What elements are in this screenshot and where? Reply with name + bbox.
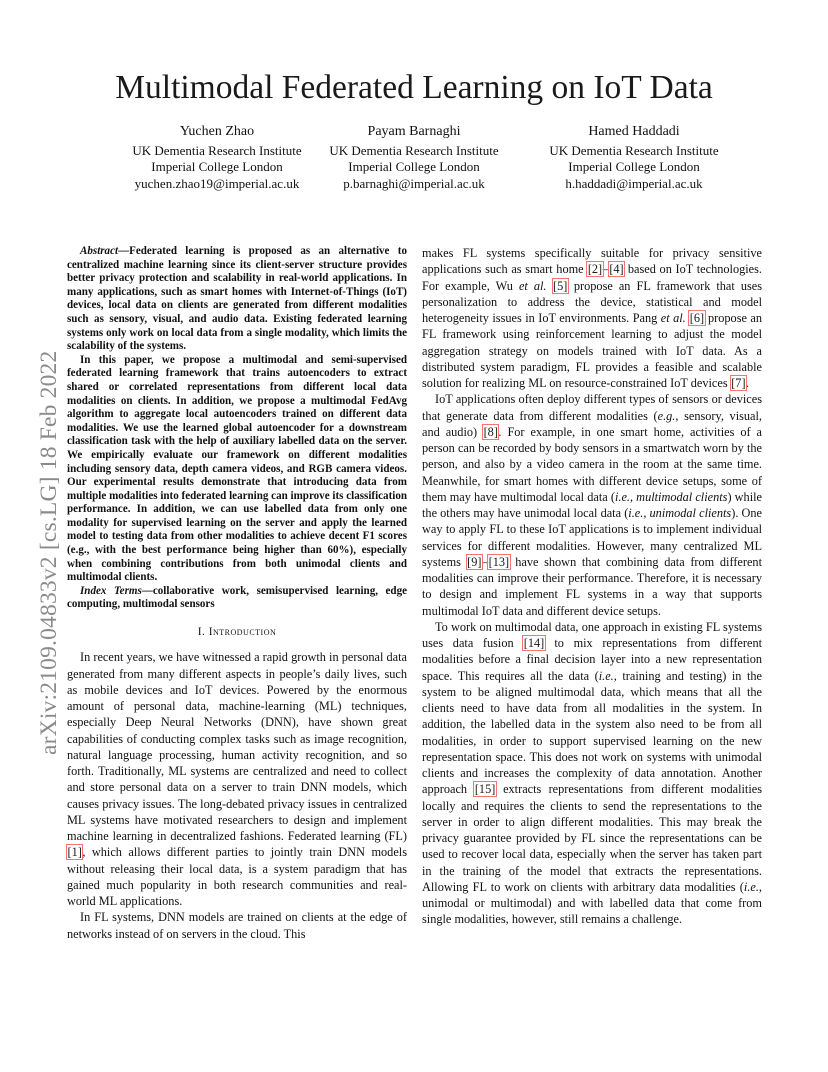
abstract-label: Abstract — [80, 245, 119, 257]
author-email: p.barnaghi@imperial.ac.uk — [343, 175, 485, 191]
abstract-paragraph-1: —Federated learning is proposed as an alternative to centralized machine learning since its client-server structure provides better privacy protection and scalability in real-world applications. In many applications, such as smart homes with Internet-of-Things (IoT) devices, local data on clients are generated from different modalities such as sensory, visual, and audio data. Existing federated learning systems only work on local data from a single modality, which limits the scalability of the systems. — [67, 245, 407, 353]
right-paragraph-3: To work on multimodal data, one approach in existing FL systems uses data fusion [14] to mix representations from different modalities before a final decision layer into a new representation space. This requires all the data (i.e., training and testing) in the system to be aligned multimodal data, which means that all the clients need to have data from all modalities in the system. In addition, the labelled data in the system also need to be from all modalities, in order to support supervised learning on the new representation space. This does not work on systems with unimodal clients and increases the complexity of data annotation. Another approach [15] extracts representations from different modalities locally and requires the clients to send the representations to the server in order to align different modalities. This may break the privacy guarantee provided by FL since the representations can be used to recover local data, especially when the server has taken part in the training of the model that extracts the representations. Allowing FL to work on clients with arbitrary data modalities (i.e., unimodal or multimodal) and with labelled data that come from single modalities, however, still remains a challenge. — [422, 619, 763, 927]
section-heading-introduction: I. Introduction — [197, 626, 277, 639]
abstract-paragraph-2: In this paper, we propose a multimodal and semi-supervised federated learning framework that trains autoencoders to extract shared or correlated representations from different local data modalities on clients. In addition, we propose a multimodal FedAvg algorithm to aggregate local autoencoders trained on different data modalities. We use the learned global autoencoder for a downstream classification task with the help of auxiliary labelled data on the server. We empirically evaluate our framework on different modalities including sensory data, depth camera videos, and RGB camera videos. Our experimental results demonstrate that introducing data from multiple modalities into federated learning can improve its classification performance. In addition, we can use labelled data from only one modality for supervised learning on the server and apply the learned model to testing data from other modalities to achieve decent F1 scores (e.g., with the best performance being higher than 60%), especially when combining contributions from both unimodal clients and multimodal clients. — [67, 353, 407, 584]
author-block-1 — [102, 124, 332, 192]
citation-link[interactable]: [14] — [523, 636, 545, 650]
citation-link[interactable]: [8] — [483, 424, 498, 439]
arxiv-identifier-stamp: arXiv:2109.04833v2 [cs.LG] 18 Feb 2022 — [36, 350, 62, 755]
author-affiliation: UK Dementia Research Institute — [329, 142, 499, 158]
citation-link[interactable]: [9] — [467, 554, 482, 569]
author-affiliation: UK Dementia Research Institute — [549, 142, 719, 158]
author-email: yuchen.zhao19@imperial.ac.uk — [134, 175, 300, 191]
citation-link[interactable]: [7] — [731, 376, 746, 390]
citation-link[interactable]: [4] — [609, 262, 624, 277]
index-terms: —collaborative work, semisupervised learning, edge computing, multimodal sensors — [67, 584, 407, 611]
author-affiliation: UK Dementia Research Institute — [132, 142, 302, 158]
index-terms-label: Index Terms — [80, 584, 142, 597]
right-paragraph-2: IoT applications often deploy different types of sensors or devices that generate data from different modalities (e.g., sensory, visual, and audio) [8]. For example, in one smart home, activities of a person can be recorded by body sensors in a smartwatch worn by the person, and also by a video camera in the room at the same time. Meanwhile, for smart homes with different device setups, some of them may have multimodal local data (i.e., multimodal clients) while the others may have unimodal local data (i.e., unimodal clients). One way to apply FL to these IoT applications is to implement individual services for different modalities. However, many centralized ML systems [9]–[13] have shown that combining data from different modalities can improve their performance. Therefore, it is necessary to design and implement FL systems in a way that supports multimodal IoT data and different device setups. — [422, 392, 763, 618]
citation-link[interactable]: [2] — [587, 262, 603, 277]
author-institution: Imperial College London — [348, 159, 480, 175]
intro-paragraph-1: In recent years, we have witnessed a rapid growth in personal data generated from many different aspects in people’s daily lives, such as mobile devices and IoT devices. Powered by the enormous amount of personal data, machine-learning (ML) techniques, especially Deep Neural Networks (DNN), have shown great capabilities of conducting complex tasks such as image recognition, natural language processing, human activity recognition, and so forth. Traditionally, ML systems are centralized and need to collect and store personal data on a server to train DNN models, which causes privacy issues. The long-debated privacy issues in centralized ML systems have motivated researchers to design and implement machine learning in decentralized fashions. Federated learning (FL) [1], which allows different parties to jointly train DNN models without releasing their local data, is a system paradigm that has gained much popularity in both research communities and real-world ML applications. — [67, 650, 407, 909]
right-column — [422, 245, 762, 928]
right-paragraph-1: makes FL systems specifically suitable for privacy sensitive applications such as smart home [2]–[4] based on IoT technologies. For example, Wu et al. [5] propose an FL framework that uses personalization to address the device, statistical and model heterogeneity issues in IoT environments. Pang et al. [6] propose an FL framework using reinforcement learning to adjust the model aggregation strategy on models trained with IoT data. As a distributed system paradigm, FL provides a feasible and scalable solution for realizing ML on resource-constrained IoT devices [7]. — [422, 246, 763, 390]
author-institution: Imperial College London — [151, 159, 283, 175]
author-block-2 — [299, 124, 529, 192]
citation-link[interactable]: [1] — [67, 845, 82, 860]
intro-paragraph-2: In FL systems, DNN models are trained on clients at the edge of networks instead of on servers in the cloud. This — [67, 910, 407, 941]
author-institution: Imperial College London — [568, 159, 700, 175]
citation-link[interactable]: [6] — [689, 311, 705, 325]
citation-link[interactable]: [5] — [553, 278, 568, 293]
author-name: Yuchen Zhao — [179, 124, 255, 139]
author-name: Hamed Haddadi — [588, 124, 680, 139]
abstract — [67, 245, 407, 612]
author-name: Payam Barnaghi — [367, 124, 461, 139]
citation-link[interactable]: [15] — [474, 782, 496, 797]
left-column — [67, 245, 407, 942]
citation-link[interactable]: [13] — [488, 554, 510, 569]
author-email: h.haddadi@imperial.ac.uk — [565, 175, 703, 191]
paper-title: Multimodal Federated Learning on IoT Data — [115, 69, 713, 106]
author-block-3 — [519, 124, 749, 192]
